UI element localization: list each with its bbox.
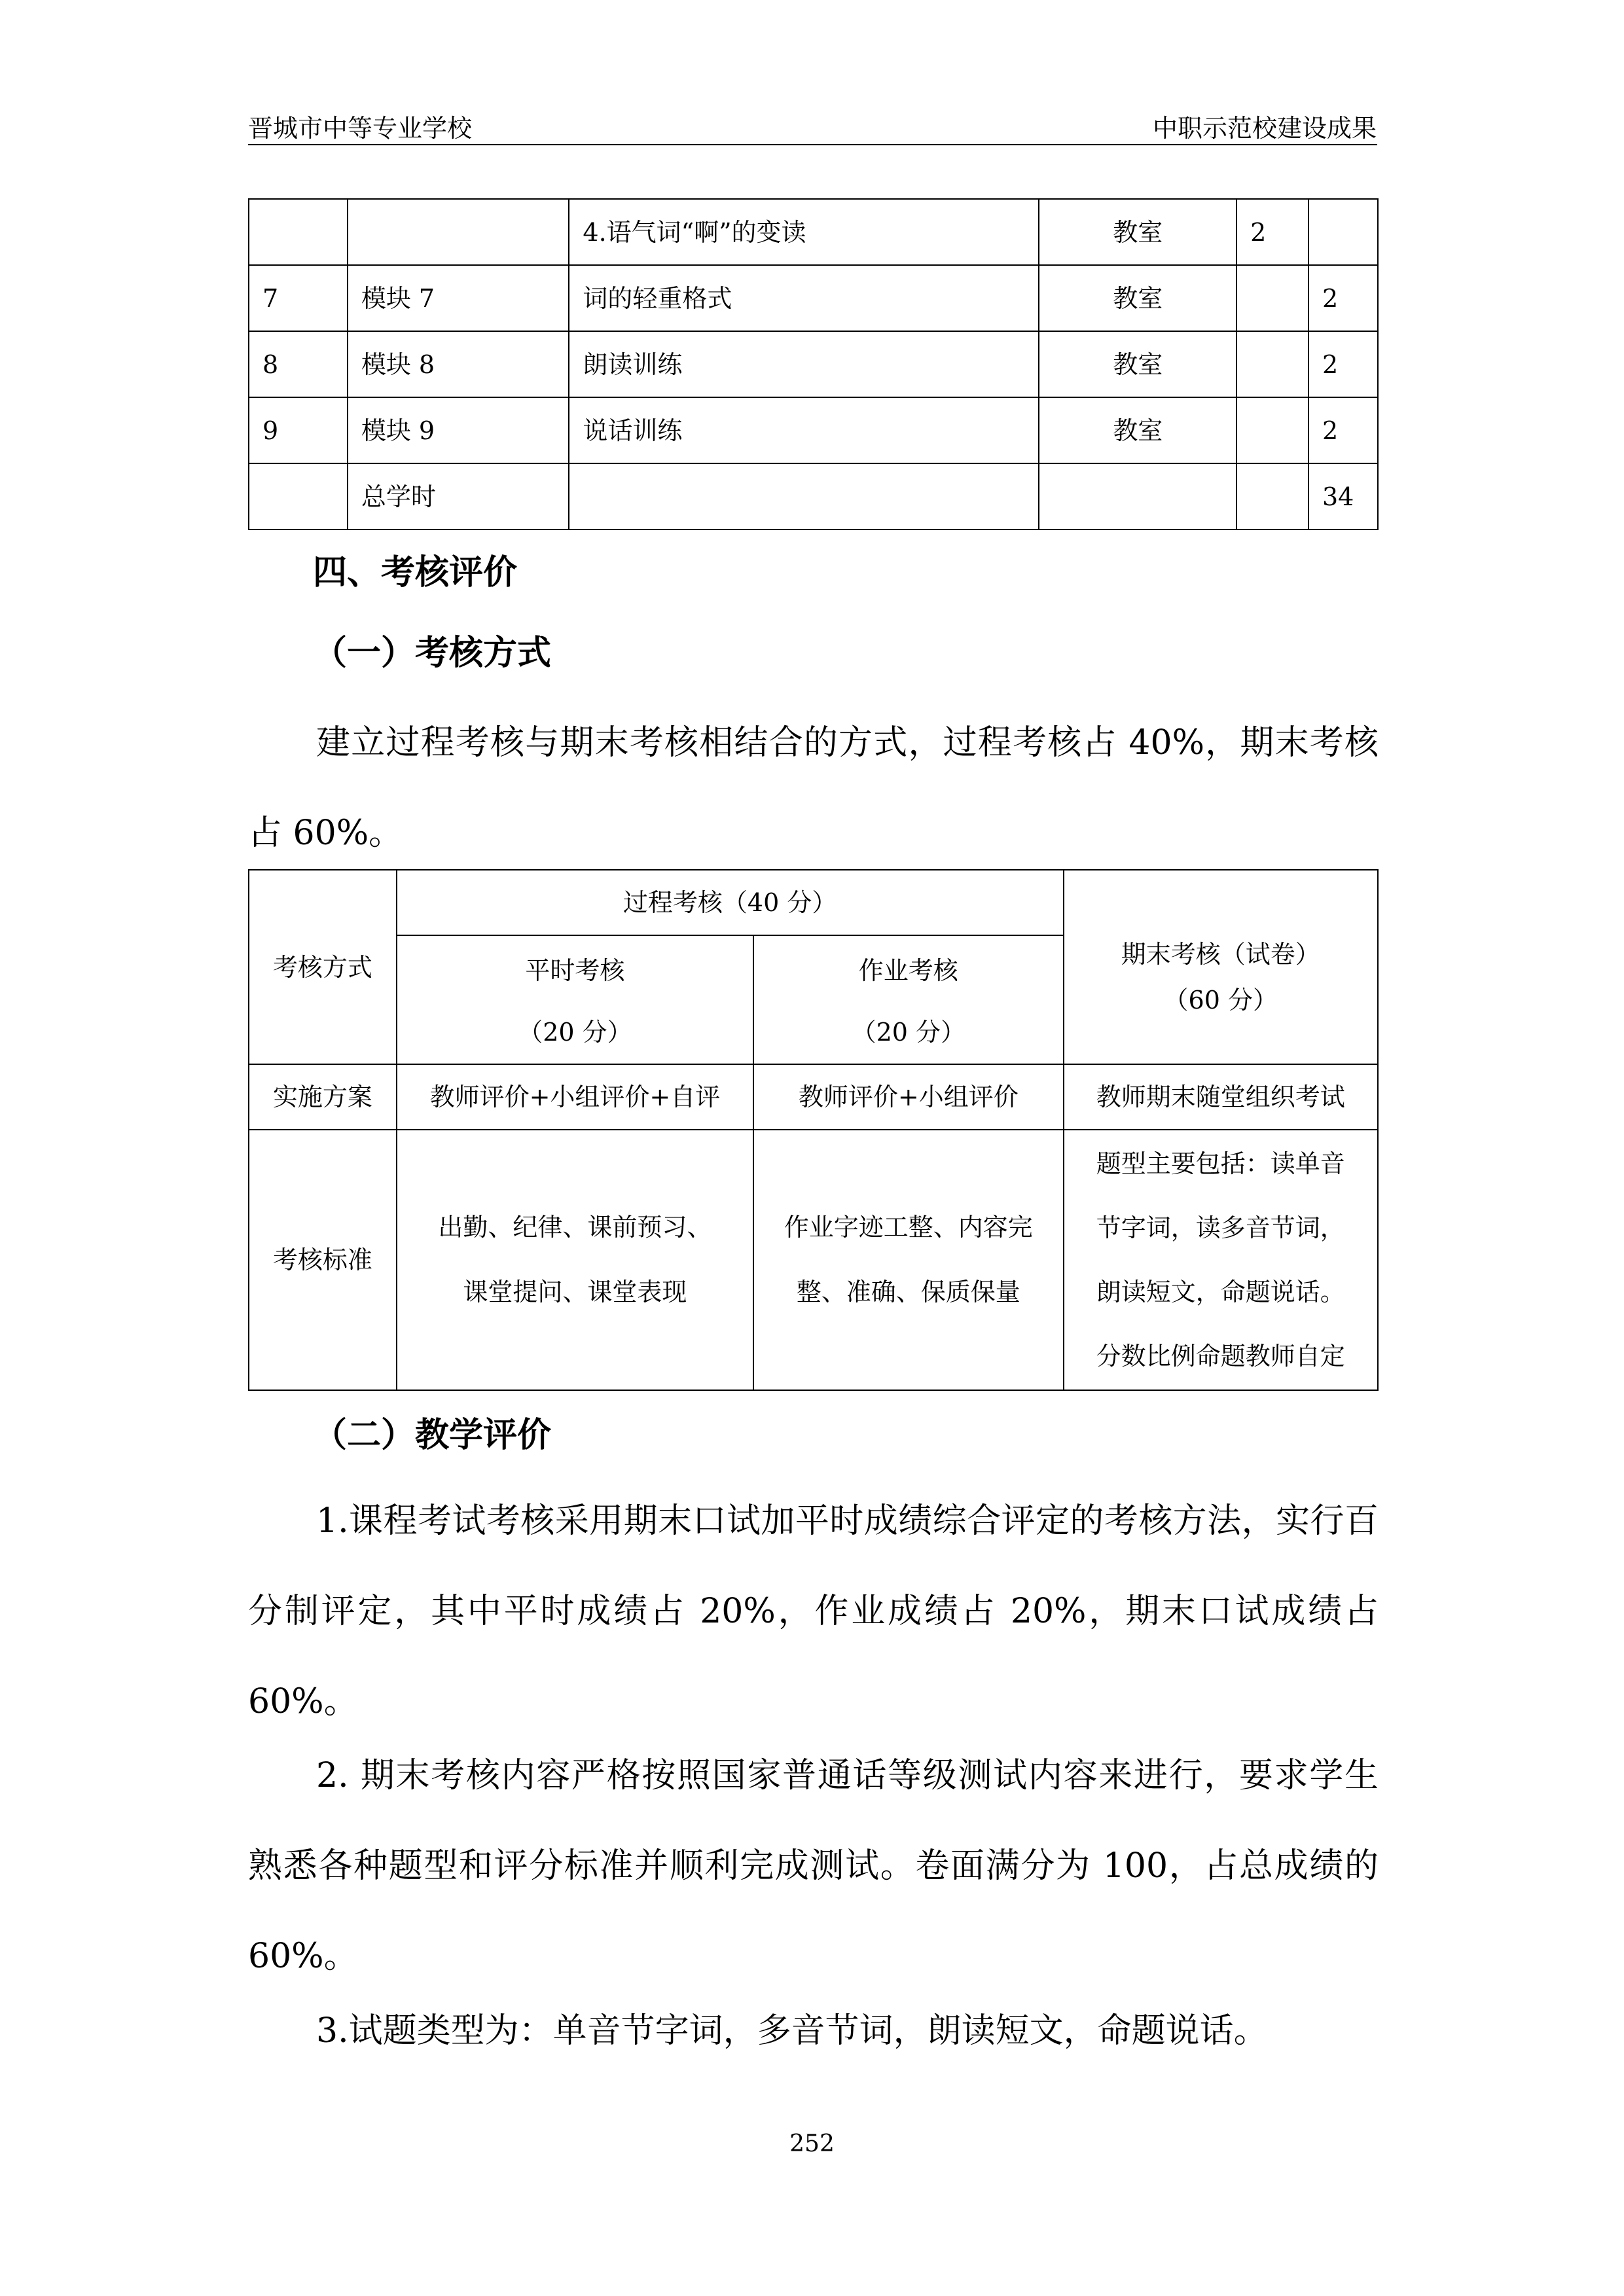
schedule-cell-row-number xyxy=(249,463,348,529)
schedule-cell-hours-a: 2 xyxy=(1236,199,1308,265)
eval-final-score: （60 分） xyxy=(1163,985,1278,1014)
schedule-cell-hours-b xyxy=(1308,199,1378,265)
schedule-row xyxy=(249,199,1378,265)
schedule-cell-module-name: 总学时 xyxy=(348,463,569,529)
header-divider xyxy=(248,144,1377,145)
eval-standard-final-line: 朗读短文，命题说话。 xyxy=(1096,1278,1345,1306)
eval-process-label: 过程考核（40 分） xyxy=(397,870,1064,935)
eval-standard-final xyxy=(1064,1130,1378,1390)
schedule-row xyxy=(249,265,1378,331)
section-title-assessment: 四、考核评价 xyxy=(313,552,518,592)
schedule-cell-hours-a xyxy=(1236,463,1308,529)
header-school-name: 晋城市中等专业学校 xyxy=(248,114,473,143)
schedule-cell-location xyxy=(1039,463,1236,529)
schedule-cell-module-content xyxy=(569,463,1039,529)
schedule-cell-hours-a xyxy=(1236,397,1308,463)
schedule-cell-row-number: 9 xyxy=(249,397,348,463)
subsection-title-method: （一）考核方式 xyxy=(313,633,552,673)
schedule-cell-module-name: 模块 7 xyxy=(348,265,569,331)
schedule-row xyxy=(249,397,1378,463)
eval-plan-daily: 教师评价+小组评价+自评 xyxy=(397,1064,753,1130)
teaching-eval-paragraph-2: 2. 期末考核内容严格按照国家普通话等级测试内容来进行，要求学生熟悉各种题型和评分标准并顺利完成测试。卷面满分为 100，占总成绩的 60%。 xyxy=(248,1756,1379,1976)
page-number: 252 xyxy=(789,2130,835,2157)
schedule-cell-module-name: 模块 9 xyxy=(348,397,569,463)
schedule-cell-module-content: 4.语气词“啊”的变读 xyxy=(569,199,1039,265)
eval-plan-homework: 教师评价+小组评价 xyxy=(753,1064,1063,1130)
eval-standard-daily-line: 出勤、纪律、课前预习、 xyxy=(438,1213,712,1242)
eval-final-label: 期末考核（试卷） xyxy=(1121,939,1320,969)
eval-homework-label: 作业考核 xyxy=(858,956,958,985)
eval-plan-label: 实施方案 xyxy=(249,1064,397,1130)
subsection-title-teaching-eval: （二）教学评价 xyxy=(313,1415,552,1455)
eval-standard-homework-line: 整、准确、保质保量 xyxy=(796,1278,1020,1306)
eval-standard-homework-line: 作业字迹工整、内容完 xyxy=(784,1213,1033,1242)
teaching-eval-paragraph-1: 1.课程考试考核采用期末口试加平时成绩综合评定的考核方法，实行百分制评定，其中平时成绩占 20%，作业成绩占 20%，期末口试成绩占 60%。 xyxy=(248,1501,1379,1721)
schedule-cell-hours-b: 2 xyxy=(1308,331,1378,397)
eval-homework-header xyxy=(753,935,1063,1064)
assessment-intro-paragraph: 建立过程考核与期末考核相结合的方式，过程考核占 40%，期末考核占 60%。 xyxy=(248,723,1379,853)
teaching-eval-paragraph-3: 3.试题类型为：单音节字词，多音节词，朗读短文，命题说话。 xyxy=(316,2011,1268,2051)
schedule-cell-location: 教室 xyxy=(1039,265,1236,331)
schedule-table xyxy=(248,198,1379,530)
header-doc-title: 中职示范校建设成果 xyxy=(1152,114,1377,143)
schedule-cell-hours-b: 34 xyxy=(1308,463,1378,529)
schedule-cell-hours-b: 2 xyxy=(1308,397,1378,463)
eval-standard-label: 考核标准 xyxy=(249,1130,397,1390)
eval-homework-score: （20 分） xyxy=(851,1017,966,1047)
eval-standard-daily xyxy=(397,1130,753,1390)
eval-standard-daily-line: 课堂提问、课堂表现 xyxy=(463,1278,687,1306)
eval-standard-final-line: 节字词，读多音节词， xyxy=(1096,1213,1345,1242)
schedule-cell-hours-b: 2 xyxy=(1308,265,1378,331)
eval-method-label: 考核方式 xyxy=(249,870,397,1064)
evaluation-table xyxy=(248,869,1379,1391)
schedule-cell-hours-a xyxy=(1236,331,1308,397)
schedule-cell-row-number: 7 xyxy=(249,265,348,331)
schedule-cell-hours-a xyxy=(1236,265,1308,331)
eval-daily-label: 平时考核 xyxy=(525,956,625,985)
eval-plan-final: 教师期末随堂组织考试 xyxy=(1064,1064,1378,1130)
schedule-cell-module-name: 模块 8 xyxy=(348,331,569,397)
schedule-cell-module-content: 说话训练 xyxy=(569,397,1039,463)
eval-standard-final-line: 分数比例命题教师自定 xyxy=(1096,1342,1345,1371)
schedule-row xyxy=(249,331,1378,397)
schedule-cell-row-number xyxy=(249,199,348,265)
schedule-cell-location: 教室 xyxy=(1039,331,1236,397)
schedule-cell-row-number: 8 xyxy=(249,331,348,397)
eval-daily-score: （20 分） xyxy=(518,1017,632,1047)
schedule-cell-location: 教室 xyxy=(1039,397,1236,463)
schedule-cell-module-name xyxy=(348,199,569,265)
schedule-cell-module-content: 朗读训练 xyxy=(569,331,1039,397)
eval-standard-final-line: 题型主要包括：读单音 xyxy=(1096,1149,1345,1178)
eval-daily-header xyxy=(397,935,753,1064)
eval-final-header xyxy=(1064,870,1378,1064)
eval-standard-homework xyxy=(753,1130,1063,1390)
schedule-cell-location: 教室 xyxy=(1039,199,1236,265)
schedule-cell-module-content: 词的轻重格式 xyxy=(569,265,1039,331)
schedule-row xyxy=(249,463,1378,529)
